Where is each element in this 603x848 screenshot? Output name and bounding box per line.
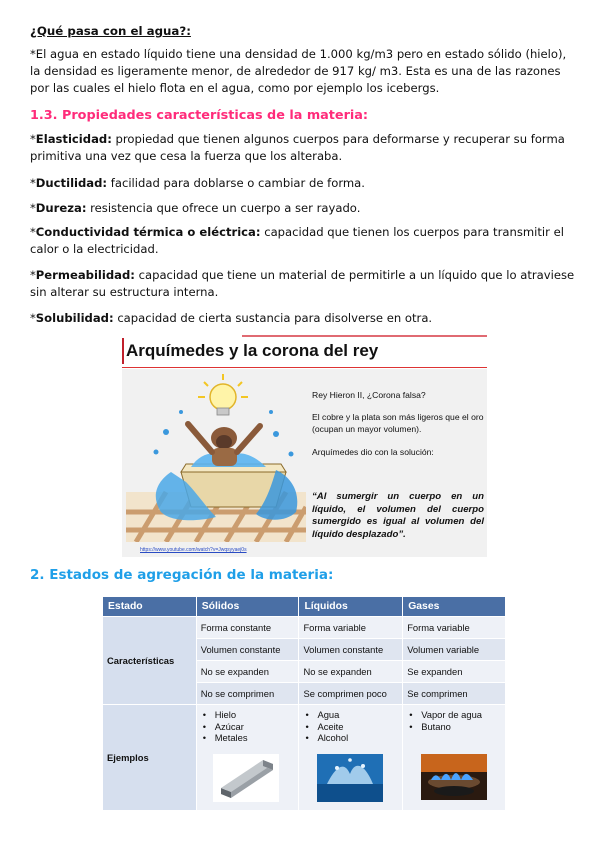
slide-divider: [122, 367, 487, 368]
property-hardness: *Dureza: resistencia que ofrece un cuerpo a ser rayado.: [30, 201, 361, 215]
table-cell: No se expanden: [196, 661, 299, 683]
property-term: Ductilidad:: [35, 176, 108, 190]
gas-examples-cell: [403, 705, 506, 811]
list-item: • Alcohol: [303, 732, 398, 744]
slide-line-king: Rey Hieron II, ¿Corona falsa?: [312, 390, 426, 400]
table-cell: No se comprimen: [196, 683, 299, 705]
property-desc: capacidad que tienen los cuerpos para transmitir el calor o la electricidad.: [30, 225, 564, 256]
gas-flame-image: [421, 754, 487, 800]
slide-video-link[interactable]: https://www.youtube.com/watch?v=Jwqsyyaej0s: [140, 547, 247, 553]
table-cell: Se comprimen poco: [299, 683, 403, 705]
property-term: Conductividad térmica o eléctrica:: [35, 225, 261, 239]
property-permeability: *Permeabilidad: capacidad que tiene un material de permitirle a un líquido que lo atraviese sin alterar su estructura interna.: [30, 268, 575, 299]
list-item: • Agua: [303, 709, 398, 721]
property-desc: propiedad que tienen algunos cuerpos para deformarse y recuperar su forma primitiva una vez que cesa la fuerza que los alteraba.: [30, 132, 565, 163]
list-item: • Hielo: [201, 709, 295, 721]
characteristics-label: Características: [103, 617, 197, 705]
slide-title: Arquímedes y la corona del rey: [126, 341, 379, 360]
metal-bar-image: [213, 754, 279, 802]
property-term: Dureza:: [35, 201, 87, 215]
header-liquidos: Líquidos: [299, 597, 403, 617]
slide-line-metals: El cobre y la plata son más ligeros que el oro (ocupan un mayor volumen).: [312, 412, 484, 434]
list-item: • Butano: [407, 721, 501, 733]
water-heading: ¿Qué pasa con el agua?:: [30, 24, 191, 38]
list-item: • Azúcar: [201, 721, 295, 733]
liquid-examples-cell: [299, 705, 403, 811]
property-ductility: *Ductilidad: facilidad para doblarse o cambiar de forma.: [30, 176, 365, 190]
table-cell: No se expanden: [299, 661, 403, 683]
table-row-examples: [103, 705, 506, 811]
slide-quote: “Al sumergir un cuerpo en un líquido, el volumen del cuerpo sumergido es igual al volumen del líquido desplazado”.: [312, 491, 484, 540]
table-cell: Volumen variable: [403, 639, 506, 661]
property-term: Elasticidad:: [35, 132, 112, 146]
table-cell: Forma variable: [299, 617, 403, 639]
table-header-row: [103, 597, 506, 617]
water-splash-image: [317, 754, 383, 802]
property-term: Solubilidad:: [35, 311, 114, 325]
states-table: [102, 596, 506, 811]
slide-accent-bar: [122, 338, 124, 364]
property-solubility: *Solubilidad: capacidad de cierta sustancia para disolverse en otra.: [30, 311, 433, 325]
table-cell: Forma constante: [196, 617, 299, 639]
property-desc: capacidad de cierta sustancia para disolverse en otra.: [117, 311, 433, 325]
section-heading-states: 2. Estados de agregación de la materia:: [30, 567, 334, 583]
light-bulb-icon: [198, 374, 248, 415]
list-item: • Metales: [201, 732, 295, 744]
archimedes-bath-illustration: [126, 372, 306, 542]
header-solidos: Sólidos: [196, 597, 299, 617]
examples-label: Ejemplos: [103, 705, 197, 811]
archimedes-slide: [122, 331, 487, 557]
property-conductivity: *Conductividad térmica o eléctrica: capacidad que tienen los cuerpos para transmitir el calor o la electricidad.: [30, 225, 564, 256]
table-cell: Volumen constante: [299, 639, 403, 661]
property-desc: capacidad que tiene un material de permitirle a un líquido que lo atraviese sin alterar su estructura interna.: [30, 268, 575, 299]
water-paragraph: *El agua en estado líquido tiene una densidad de 1.000 kg/m3 pero en estado sólido (hielo), la densidad es ligeramente menor, de alrededor de 917 kg/ m3. Esta es una de las razones por las cuales el hielo flota en el agua, como por ejemplo los icebergs.: [30, 47, 567, 95]
slide-line-solution: Arquímedes dio con la solución:: [312, 447, 434, 457]
property-elasticity: *Elasticidad: propiedad que tienen algunos cuerpos para deformarse y recuperar su forma primitiva una vez que cesa la fuerza que los alteraba.: [30, 132, 565, 163]
property-desc: facilidad para doblarse o cambiar de forma.: [110, 176, 365, 190]
section-heading-properties: 1.3. Propiedades características de la materia:: [30, 108, 369, 123]
table-cell: Volumen constante: [196, 639, 299, 661]
slide-top-line: [242, 335, 487, 337]
solid-examples-cell: [196, 705, 299, 811]
table-row: [103, 617, 506, 639]
table-cell: Se comprimen: [403, 683, 506, 705]
property-term: Permeabilidad:: [35, 268, 135, 282]
property-desc: resistencia que ofrece un cuerpo a ser rayado.: [90, 201, 361, 215]
list-item: • Vapor de agua: [407, 709, 501, 721]
table-cell: Se expanden: [403, 661, 506, 683]
header-gases: Gases: [403, 597, 506, 617]
header-estado: Estado: [103, 597, 197, 617]
table-cell: Forma variable: [403, 617, 506, 639]
list-item: • Aceite: [303, 721, 398, 733]
